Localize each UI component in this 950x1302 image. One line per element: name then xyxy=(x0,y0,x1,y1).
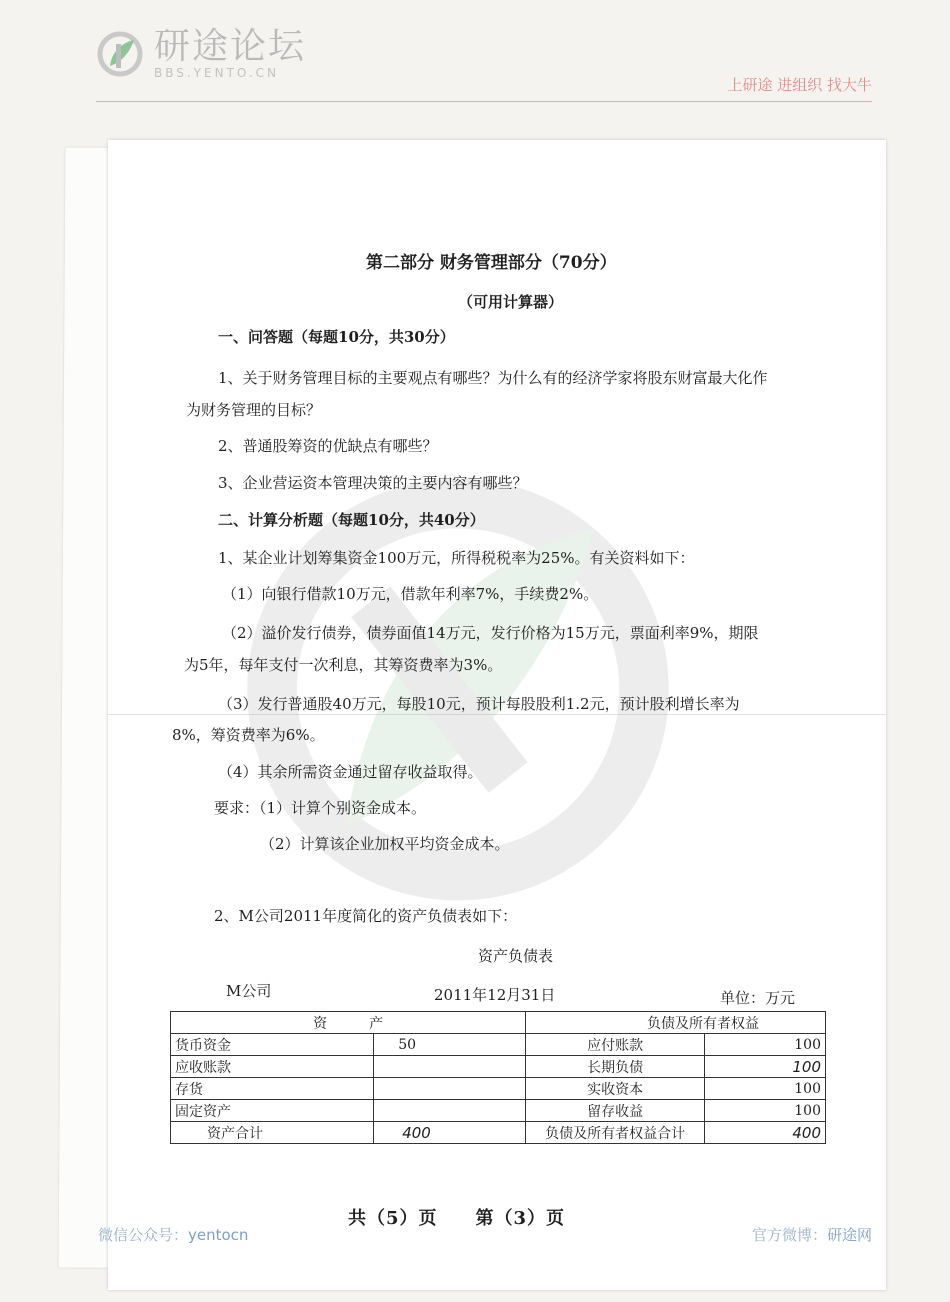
unit-label: 单位：万元 xyxy=(720,989,796,1007)
section-qa-heading: 一、问答题（每题10分，共30分） xyxy=(218,328,455,346)
asset-name: 应收账款 xyxy=(171,1056,374,1078)
calc-1-requirement-2: （2）计算该企业加权平均资金成本。 xyxy=(260,835,510,853)
question-1-line-1: 1、关于财务管理目标的主要观点有哪些？为什么有的经济学家将股东财富最大化作 xyxy=(218,369,768,387)
question-2: 2、普通股筹资的优缺点有哪些？ xyxy=(218,437,438,455)
leaf-logo-icon xyxy=(96,30,144,78)
paper-fold-line xyxy=(108,714,886,715)
weibo-footer xyxy=(752,1224,872,1245)
calc-1-item-1: （1）向银行借款10万元，借款年利率7%，手续费2%。 xyxy=(222,585,599,603)
calc-1-intro: 1、某企业计划筹集资金100万元，所得税税率为25%。有关资料如下： xyxy=(218,549,695,567)
liability-value: 100 xyxy=(705,1100,826,1122)
asset-name: 固定资产 xyxy=(171,1100,374,1122)
weibo-label: 官方微博： xyxy=(751,1226,827,1244)
wechat-account: yentocn xyxy=(188,1226,249,1244)
company-name: M公司 xyxy=(226,982,272,1000)
liability-name: 长期负债 xyxy=(526,1056,705,1078)
balance-sheet-date: 2011年12月31日 xyxy=(434,986,556,1004)
liability-value: 100 xyxy=(705,1034,826,1056)
calc-1-item-3-line-1: （3）发行普通股40万元，每股10元，预计每股股利1.2元，预计股利增长率为 xyxy=(218,695,740,713)
weibo-account: 研途网 xyxy=(826,1226,872,1244)
section-calc-heading: 二、计算分析题（每题10分，共40分） xyxy=(218,511,485,529)
table-row xyxy=(171,1100,826,1122)
asset-value xyxy=(374,1078,526,1100)
asset-value xyxy=(374,1056,526,1078)
liability-total-handwritten: 400 xyxy=(705,1122,826,1144)
table-row xyxy=(171,1078,826,1100)
table-row xyxy=(171,1034,826,1056)
calc-2-intro: 2、M公司2011年度简化的资产负债表如下： xyxy=(214,907,518,925)
exam-part-title: 第二部分 财务管理部分（70分） xyxy=(366,253,617,273)
header-slogan: 上研途 进组织 找大牛 xyxy=(727,76,872,94)
calc-1-item-4: （4）其余所需资金通过留存收益取得。 xyxy=(218,763,483,781)
liability-name: 应付账款 xyxy=(526,1034,705,1056)
calculator-note: （可用计算器） xyxy=(458,293,564,311)
table-header-row xyxy=(171,1012,826,1034)
calc-1-requirement-1: 要求：（1）计算个别资金成本。 xyxy=(214,799,427,817)
page-number: 共（5）页 第（3）页 xyxy=(348,1208,566,1229)
calc-1-item-2-line-1: （2）溢价发行债券，债券面值14万元，发行价格为15万元，票面利率9%，期限 xyxy=(222,624,759,642)
balance-sheet-title: 资产负债表 xyxy=(478,947,554,965)
wechat-footer xyxy=(98,1224,248,1245)
site-logo xyxy=(96,28,306,80)
header-divider xyxy=(96,101,872,102)
liabilities-header: 负债及所有者权益 xyxy=(526,1012,826,1034)
table-row xyxy=(171,1056,826,1078)
wechat-label: 微信公众号： xyxy=(98,1226,189,1244)
question-3: 3、企业营运资本管理决策的主要内容有哪些？ xyxy=(218,474,528,492)
calc-1-item-2-line-2: 为5年，每年支付一次利息，其筹资费率为3%。 xyxy=(184,656,503,674)
liability-value-handwritten: 100 xyxy=(705,1056,826,1078)
asset-value xyxy=(374,1100,526,1122)
logo-chinese-name: 研途论坛 xyxy=(154,26,307,67)
calc-1-item-3-line-2: 8%，筹资费率为6%。 xyxy=(172,726,325,744)
liability-value: 100 xyxy=(705,1078,826,1100)
liability-name: 实收资本 xyxy=(526,1078,705,1100)
table-row xyxy=(171,1122,826,1144)
logo-domain: BBS.YENTO.CN xyxy=(154,66,280,80)
asset-total-label: 资产合计 xyxy=(171,1122,374,1144)
liability-name: 留存收益 xyxy=(526,1100,705,1122)
asset-value: 50 xyxy=(374,1034,526,1056)
question-1-line-2: 为财务管理的目标？ xyxy=(186,401,322,419)
liability-total-label: 负债及所有者权益合计 xyxy=(526,1122,705,1144)
asset-name: 货币资金 xyxy=(171,1034,374,1056)
asset-total-handwritten: 400 xyxy=(374,1122,526,1144)
asset-name: 存货 xyxy=(171,1078,374,1100)
assets-header: 资 产 xyxy=(171,1012,526,1034)
balance-sheet-table xyxy=(170,1011,826,1144)
